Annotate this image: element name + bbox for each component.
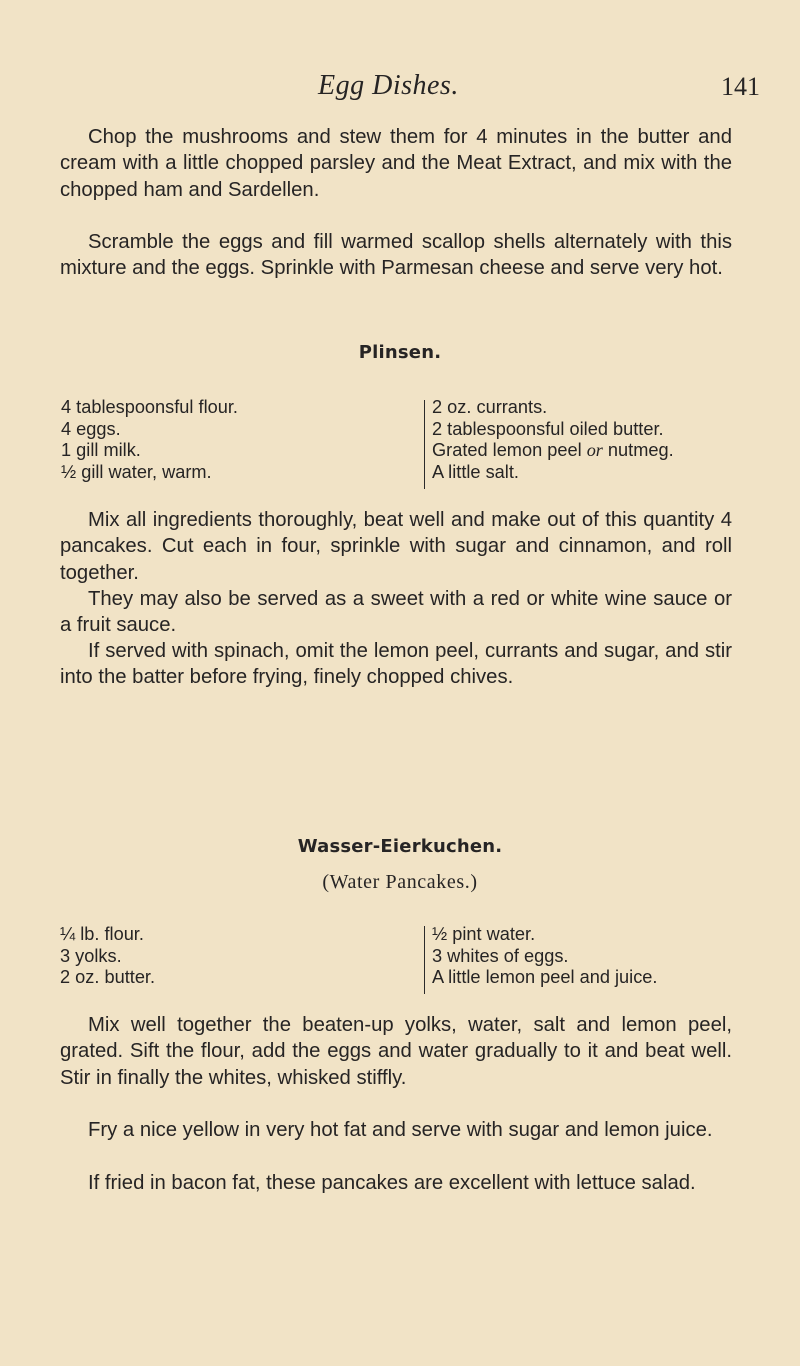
plinsen-paragraph-1: Mix all ingredients thoroughly, beat well and make out of this quantity 4 pancakes. Cut each in four, sprinkle with sugar and cinnamon, and roll together.	[60, 509, 732, 584]
ingredient-item: 4 eggs.	[61, 418, 121, 439]
lemon-line-after: nutmeg.	[602, 440, 674, 460]
ingredient-item: A little salt.	[432, 461, 519, 482]
wasser-subtitle: (Water Pancakes.)	[322, 871, 478, 893]
ingredient-item: 4 tablespoonsful flour.	[61, 397, 238, 417]
running-title: Egg Dishes.	[318, 70, 459, 101]
column-divider	[424, 400, 425, 489]
page-number: 141	[721, 72, 760, 101]
wasser-ingredients-left	[60, 924, 155, 989]
ingredient-item: ½ pint water.	[432, 924, 536, 944]
plinsen-ingredients-right	[432, 397, 674, 483]
ingredient-item-lemon	[432, 440, 674, 462]
running-header	[0, 70, 800, 104]
lemon-line-before: Grated lemon peel	[432, 440, 587, 460]
plinsen-paragraph-2: They may also be served as a sweet with a red or white wine sauce or a fruit sauce.	[60, 588, 732, 637]
plinsen-ingredients-left	[61, 397, 238, 483]
plinsen-paragraph-3: If served with spinach, omit the lemon peel, currants and sugar, and stir into the batter before frying, finely chopped chives.	[60, 640, 732, 689]
intro-paragraph-2: Scramble the eggs and fill warmed scallop shells alternately with this mixture and the eggs. Sprinkle with Parmesan cheese and serve very hot.	[60, 231, 732, 280]
wasser-title: Wasser-Eierkuchen.	[297, 836, 503, 857]
wasser-paragraph-3: If fried in bacon fat, these pancakes are excellent with lettuce salad.	[88, 1172, 696, 1194]
ingredient-item: 1 gill milk.	[61, 440, 141, 460]
wasser-ingredients-right	[432, 924, 657, 989]
ingredient-item: 3 yolks.	[60, 945, 122, 966]
ingredient-item: 2 tablespoonsful oiled butter.	[432, 418, 664, 439]
column-divider	[424, 926, 425, 994]
plinsen-title: Plinsen.	[358, 342, 442, 363]
ingredient-item: ½ gill water, warm.	[61, 461, 212, 482]
intro-paragraph-1: Chop the mushrooms and stew them for 4 minutes in the butter and cream with a little chopped parsley and the Meat Extract, and mix with the chopped ham and Sardellen.	[60, 126, 732, 201]
ingredient-item: 2 oz. currants.	[432, 397, 548, 417]
lemon-line-or: or	[586, 440, 603, 460]
ingredient-item: 3 whites of eggs.	[432, 945, 569, 966]
wasser-paragraph-1: Mix well together the beaten-up yolks, water, salt and lemon peel, grated. Sift the flour, add the eggs and water gradually to it and beat well. Stir in finally the whites, whisked stiffly.	[60, 1014, 732, 1089]
wasser-paragraph-2: Fry a nice yellow in very hot fat and serve with sugar and lemon juice.	[88, 1119, 713, 1141]
ingredient-item: ¼ lb. flour.	[60, 924, 144, 944]
ingredient-item: A little lemon peel and juice.	[432, 967, 658, 987]
ingredient-item: 2 oz. butter.	[60, 967, 156, 987]
